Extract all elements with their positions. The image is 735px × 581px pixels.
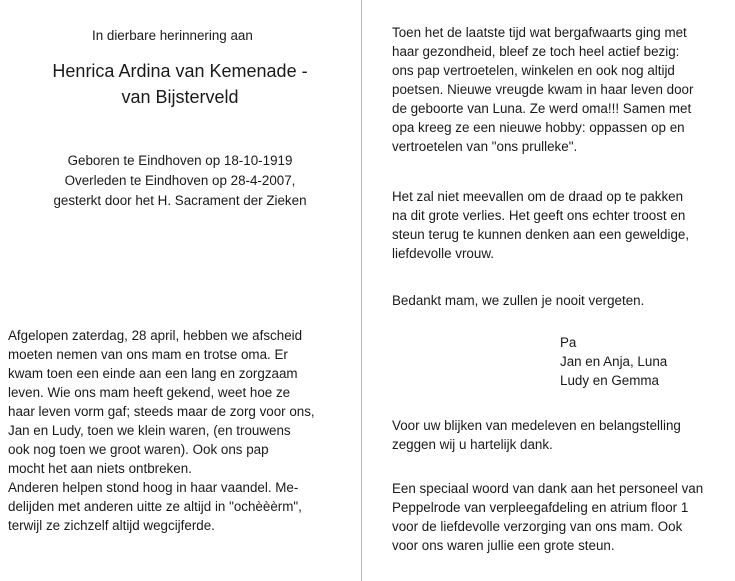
body-line: ook nog toen we groot waren). Ook ons pap xyxy=(8,442,269,457)
body-line: delijden met anderen uitte ze altijd in "ochèèèrm", xyxy=(8,499,302,514)
body-line: liefdevolle vrouw. xyxy=(392,246,494,261)
body-line: Jan en Ludy, toen we klein waren, (en trouwens xyxy=(8,423,291,438)
body-line: Peppelrode van verpleegafdeling en atrium floor 1 xyxy=(392,500,689,515)
body-line: Anderen helpen stond hoog in haar vaandel. Me- xyxy=(8,480,299,495)
signature-line: Ludy en Gemma xyxy=(560,373,659,388)
body-line: haar leven vorm gaf; steeds maar de zorg voor ons, xyxy=(8,404,315,419)
body-line: Afgelopen zaterdag, 28 april, hebben we afscheid xyxy=(8,328,303,343)
birth-info: Geboren te Eindhoven op 18-10-1919 xyxy=(67,153,293,168)
signature-line: Jan en Anja, Luna xyxy=(560,354,668,369)
body-line: leven. Wie ons mam heeft gekend, weet hoe ze xyxy=(8,385,291,400)
body-line: Toen het de laatste tijd wat bergafwaarts ging met xyxy=(392,25,687,40)
sacrament-info: gesterkt door het H. Sacrament der Zieken xyxy=(53,193,307,208)
body-line: Een speciaal woord van dank aan het personeel van xyxy=(392,481,704,496)
body-line: voor ons waren jullie een grote steun. xyxy=(392,538,615,553)
body-line: de geboorte van Luna. Ze werd oma!!! Samen met xyxy=(392,101,692,116)
body-line: Het zal niet meevallen om de draad op te pakken xyxy=(392,189,684,204)
body-line: haar gezondheid, bleef ze toch heel actief bezig: xyxy=(392,44,680,59)
thanks-mam-line: Bedankt mam, we zullen je nooit vergeten. xyxy=(392,293,645,308)
body-line: zeggen wij u hartelijk dank. xyxy=(392,437,553,452)
death-info: Overleden te Eindhoven op 28-4-2007, xyxy=(64,173,296,188)
body-line: na dit grote verlies. Het geeft ons echter troost en xyxy=(392,208,686,223)
body-line: ons pap vertroetelen, winkelen en ook nog altijd xyxy=(392,63,675,78)
body-line: voor de liefdevolle verzorging van ons mam. Ook xyxy=(392,519,683,534)
body-line: terwijl ze zichzelf altijd wegcijferde. xyxy=(8,518,215,533)
deceased-name-line-1: Henrica Ardina van Kemenade - xyxy=(52,61,308,81)
body-line: steun terug te kunnen denken aan een geweldige, xyxy=(392,227,690,242)
center-fold-line xyxy=(361,0,362,581)
body-line: opa kreeg ze een nieuwe hobby: oppassen op en xyxy=(392,120,685,135)
body-line: Voor uw blijken van medeleven en belangstelling xyxy=(392,418,681,433)
intro-text: In dierbare herinnering aan xyxy=(92,28,253,43)
deceased-name-line-2: van Bijsterveld xyxy=(121,87,239,107)
body-line: vertroetelen van "ons prulleke". xyxy=(392,139,578,154)
body-line: moeten nemen van ons mam en trotse oma. Er xyxy=(8,347,288,362)
signature-line: Pa xyxy=(560,335,577,350)
body-line: poetsen. Nieuwe vreugde kwam in haar leven door xyxy=(392,82,694,97)
body-line: kwam toen een einde aan een lang en zorgzaam xyxy=(8,366,298,381)
body-line: mocht het aan niets ontbreken. xyxy=(8,461,192,476)
